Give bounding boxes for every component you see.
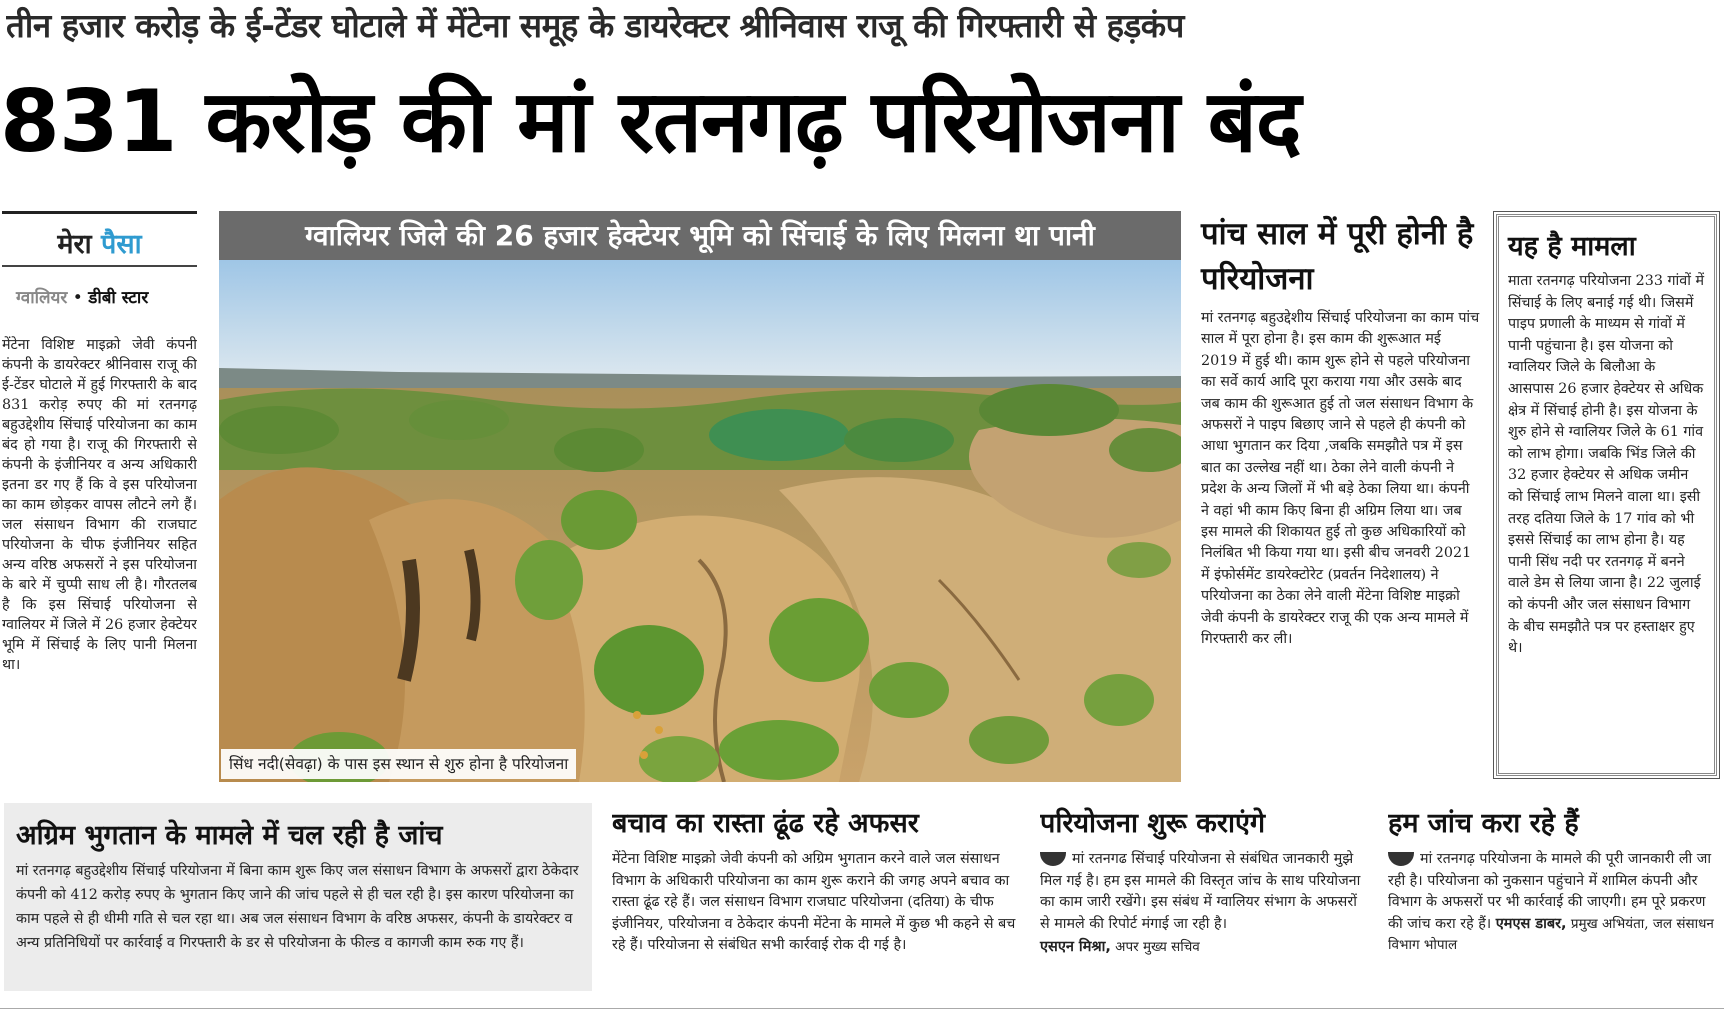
page-bottom-rule xyxy=(0,1008,1724,1009)
middle-story-body: मां रतनगढ़ बहुउद्देशीय सिंचाई परियोजना का काम पांच साल में पूरा होना है। इस काम की शुरूआत मई 2019 में हुई थी। काम शुरू होने से पहले परियोजना का सर्वे कार्य आदि पूरा कराया गया और उसके बाद जब काम की शुरूआत हुई तो जल संसाधन विभाग के अफसरों ने पाइप बिछाए जाने से पहले ही कंपनी को आधा भुगतान कर दिया ,जबकि समझौते पत्र में इस बात का उल्लेख नहीं था। ठेका लेने वाली कंपनी ने प्रदेश के अन्य जिलों में भी बड़े ठेका लिया था। कंपनी ने वहां भी काम किए बिना ही अग्रिम लिया था। जब इस मामले की शिकायत हुई तो कुछ अधिकारियों को निलंबित भी किया गया था। इसी बीच जनवरी 2021 में इंफोर्समेंट डायरेक्टोरेट (प्रवर्तन निदेशालय) ने परियोजना का ठेका लेने वाली मेंटेना विशिष्ट माइक्रो जेवी कंपनी के डायरेक्टर राजू की एक अन्य मामले में गिरफ्तारी कर ली। xyxy=(1201,310,1480,648)
middle-story-heading: पांच साल में पूरी होनी है परियोजना xyxy=(1201,216,1474,297)
photo-block xyxy=(219,211,1181,782)
advance-payment-heading: अग्रिम भुगतान के मामले में चल रही है जांच xyxy=(16,820,443,851)
quote-dabar-heading: हम जांच करा रहे हैं xyxy=(1388,808,1579,839)
signature-name: एमएस डाबर, xyxy=(1495,915,1567,932)
main-headline: 831 करोड़ की मां रतनगढ़ परियोजना बंद xyxy=(0,72,1301,172)
quote-mishra-signature xyxy=(1040,937,1370,959)
advance-payment-body: मां रतनगढ़ बहुउद्देशीय सिंचाई परियोजना में बिना काम शुरू किए जल संसाधन विभाग के अफसरों द्वारा ठेकेदार कंपनी को 412 करोड़ रुपए के भुगतान किए जाने की जांच पहले से ही चल रही है। इस कारण परियोजना का काम पहले से ही धीमी गति से चल रहा था। अब जल संसाधन विभाग के वरिष्ठ अफसर, कंपनी के डायरेक्टर व अन्य प्रतिनिधियों पर कार्रवाई व गिरफ्तारी के डर से परियोजना के फील्ड व कागजी काम रुक गए हैं। xyxy=(16,863,579,951)
quote-dabar xyxy=(1388,803,1720,991)
quote-mark-icon xyxy=(1388,852,1414,866)
quote-mark-icon xyxy=(1040,852,1066,866)
left-column xyxy=(2,211,197,781)
signature-name: एसएन मिश्रा, xyxy=(1040,939,1111,955)
column-brand-part1: मेरा xyxy=(57,229,101,260)
column-brand xyxy=(2,211,197,267)
case-summary-box xyxy=(1493,211,1720,779)
byline-bullet: • xyxy=(67,288,89,308)
quote-mishra-heading: परियोजना शुरू कराएंगे xyxy=(1040,808,1266,839)
officers-story-body: मेंटेना विशिष्ट माइक्रो जेवी कंपनी को अग्रिम भुगतान करने वाले जल संसाधन विभाग के अधिकारी परियोजना का काम शुरू कराने की जगह अपने बचाव का रास्ता ढूंढ रहे हैं। जल संसाधन विभाग राजघाट परियोजना (दतिया) के चीफ इंजीनियर, परियोजना व ठेकेदार कंपनी मेंटेना के मामले में कुछ भी कहने से बच रहे हैं। परियोजना से संबंधित सभी कार्रवाई रोक दी गई है। xyxy=(612,851,1016,953)
byline-desk: डीबी स्टार xyxy=(88,288,149,308)
photo-caption: सिंध नदी(सेवढ़ा) के पास इस स्थान से शुरु होना है परियोजना xyxy=(221,749,576,779)
quote-mishra-body xyxy=(1040,849,1370,935)
ravine-landscape-photo xyxy=(219,260,1181,782)
byline xyxy=(2,285,197,313)
officers-story-heading: बचाव का रास्ता ढूंढ रहे अफसर xyxy=(612,808,919,839)
advance-payment-story xyxy=(4,803,592,991)
middle-story xyxy=(1201,212,1481,782)
byline-city: ग्वालियर xyxy=(16,288,68,308)
signature-role: अपर मुख्य सचिव xyxy=(1110,939,1200,955)
quote-mishra-text: मां रतनगढ सिंचाई परियोजना से संबंधित जानकारी मुझे मिल गई है। हम इस मामले की विस्तृत जांच के साथ परियोजना का काम जारी रखेंगे। इस संबंध में ग्वालियर संभाग के अफसरों से मामले की रिपोर्ट मंगाई जा रही है। xyxy=(1040,851,1361,932)
case-summary-heading: यह है मामला xyxy=(1508,231,1636,262)
photo-title: ग्वालियर जिले की 26 हजार हेक्टेयर भूमि को सिंचाई के लिए मिलना था पानी xyxy=(219,211,1181,260)
kicker-headline: तीन हजार करोड़ के ई-टेंडर घोटाले में मेंटेना समूह के डायरेक्टर श्रीनिवास राजू की गिरफ्तारी से हड़कंप xyxy=(6,6,1184,45)
case-summary-body: माता रतनगढ़ परियोजना 233 गांवों में सिंचाई के लिए बनाई गई थी। जिसमें पाइप प्रणाली के माध्यम से गांवों में पानी पहुंचाना है। इस योजना को ग्वालियर जिले के बिलौआ के आसपास 26 हजार हेक्टेयर से अधिक क्षेत्र में सिंचाई होनी है। इस योजना के शुरु होने से ग्वालियर जिले के 61 गांव को लाभ होगा। जबकि भिंड जिले की 32 हजार हेक्टेयर से अधिक जमीन को सिंचाई लाभ मिलने वाला था। इसी तरह दतिया जिले के 17 गांव को भी इससे सिंचाई का लाभ होना है। यह पानी सिंध नदी पर रतनगढ़ में बनने वाले डेम से लिया जाना है। 22 जुलाई को कंपनी और जल संसाधन विभाग के बीच समझौते पत्र पर हस्ताक्षर हुए थे। xyxy=(1508,273,1705,657)
column-brand-part2: पैसा xyxy=(101,229,142,260)
quote-dabar-text: मां रतनगढ़ परियोजना के मामले की पूरी जानकारी ली जा रही है। परियोजना को नुकसान पहुंचाने में शामिल कंपनी और विभाग के अफसरों पर भी कार्रवाई की जाएगी। हम पूरे प्रकरण की जांच करा रहे हैं। xyxy=(1388,851,1712,932)
officers-story xyxy=(612,803,1022,991)
left-story-body: मेंटेना विशिष्ट माइक्रो जेवी कंपनी कंपनी के डायरेक्टर श्रीनिवास राजू की ई-टेंडर घोटाले में हुई गिरफ्तारी के बाद 831 करोड़ रुपए की मां रतनगढ़ बहुउद्देशीय सिंचाई परियोजना का काम बंद हो गया है। राजू की गिरफ्तारी से कंपनी के इंजीनियर व अन्य अधिकारी इतना डर गए हैं कि वे इस परियोजना का काम छोड़कर वापस लौटने लगे हैं। जल संसाधन विभाग की राजघाट परियोजना के चीफ इंजीनियर सहित अन्य वरिष्ठ अफसरों ने इस परियोजना के बारे में चुप्पी साध ली है। गौरतलब है कि इस सिंचाई परियोजना से ग्वालियर में जिले में 26 हजार हेक्टेयर भूमि में सिंचाई के लिए पानी मिलना था। xyxy=(2,337,197,673)
quote-mishra xyxy=(1040,803,1370,991)
quote-dabar-body xyxy=(1388,849,1720,957)
signature-role: प्रमुख अभियंता, जल संसाधन विभाग भोपाल xyxy=(1388,915,1714,953)
